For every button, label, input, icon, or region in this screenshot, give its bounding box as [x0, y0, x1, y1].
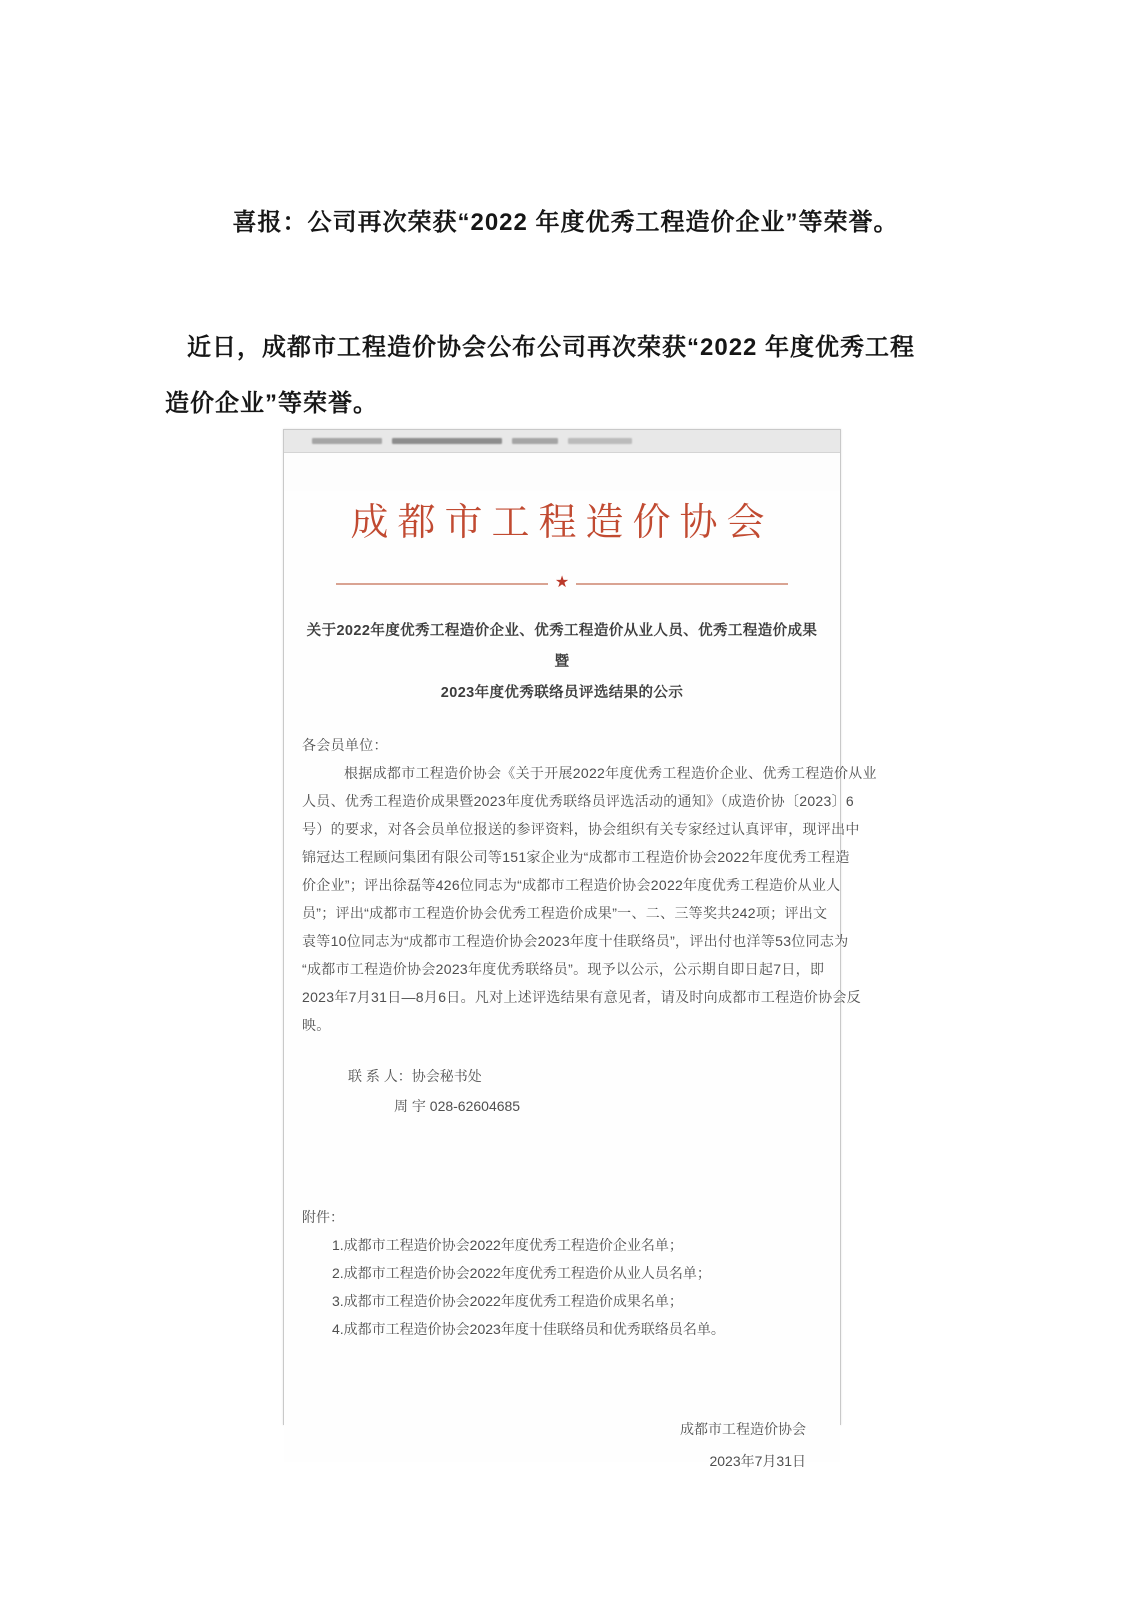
body-line: 号）的要求，对各会员单位报送的参评资料，协会组织有关专家经过认真评审，现评出中	[302, 821, 860, 837]
window-title-bar	[284, 430, 840, 453]
divider-line	[576, 583, 788, 585]
star-icon: ★	[554, 574, 570, 591]
blurred-text-segment	[568, 438, 632, 444]
body-line: 员”；评出“成都市工程造价协会优秀工程造价成果”一、二、三等奖共242项；评出文	[302, 905, 828, 921]
blurred-text-segment	[512, 438, 558, 444]
notice-title	[302, 616, 822, 709]
body-line: 人员、优秀工程造价成果暨2023年度优秀联络员评选活动的通知》（成造价协〔2023〕6	[302, 793, 854, 809]
notice-title-line: 关于2022年度优秀工程造价企业、优秀工程造价从业人员、优秀工程造价成果暨	[306, 623, 818, 670]
intro-line: 近日，成都市工程造价协会公布公司再次荣获“2022 年度优秀工程	[187, 334, 916, 361]
body-line: 根据成都市工程造价协会《关于开展2022年度优秀工程造价企业、优秀工程造价从业	[344, 765, 877, 781]
divider-line	[336, 583, 548, 585]
body-line: 袁等10位同志为“成都市工程造价协会2023年度十佳联络员”，评出付也洋等53位同志为	[302, 933, 849, 949]
intro-line: 造价企业”等荣誉。	[165, 390, 378, 417]
page-title: 喜报：公司再次荣获“2022 年度优秀工程造价企业”等荣誉。	[232, 209, 899, 236]
body-line: 映。	[302, 1017, 331, 1033]
signature-block	[302, 1413, 822, 1477]
intro-paragraph	[165, 320, 991, 432]
attachment-item: 3.成都市工程造价协会2022年度优秀工程造价成果名单；	[332, 1293, 683, 1309]
contact-block	[302, 1061, 822, 1121]
notice-image	[283, 429, 877, 1469]
body-line: “成都市工程造价协会2023年度优秀联络员”。现予以公示，公示期自即日起7日，即	[302, 961, 825, 977]
signature-org: 成都市工程造价协会	[680, 1421, 806, 1437]
contact-person: 联 系 人：协会秘书处	[348, 1068, 482, 1084]
body-line: 锦冠达工程顾问集团有限公司等151家企业为“成都市工程造价协会2022年度优秀工程造	[302, 849, 850, 865]
signature-date: 2023年7月31日	[709, 1453, 806, 1469]
body-line: 价企业”；评出徐磊等426位同志为“成都市工程造价协会2022年度优秀工程造价从业人	[302, 877, 841, 893]
salutation: 各会员单位：	[302, 737, 388, 753]
notice-body	[302, 759, 877, 1039]
notice-title-line: 2023年度优秀联络员评选结果的公示	[440, 685, 684, 701]
blurred-text-segment	[392, 438, 502, 444]
blurred-text-segment	[312, 438, 382, 444]
attachment-item: 1.成都市工程造价协会2022年度优秀工程造价企业名单；	[332, 1237, 683, 1253]
star-divider	[336, 576, 788, 592]
attachments-label: 附件：	[302, 1209, 344, 1225]
attachment-item: 2.成都市工程造价协会2022年度优秀工程造价从业人员名单；	[332, 1265, 711, 1281]
body-line: 2023年7月31日—8月6日。凡对上述评选结果有意见者，请及时向成都市工程造价协会反	[302, 989, 861, 1005]
contact-phone: 周 宇 028-62604685	[394, 1098, 521, 1114]
attachments-block	[302, 1203, 822, 1343]
notice-document	[284, 491, 877, 1469]
association-name-header: 成都市工程造价协会	[350, 502, 774, 544]
attachment-item: 4.成都市工程造价协会2023年度十佳联络员和优秀联络员名单。	[332, 1321, 725, 1337]
